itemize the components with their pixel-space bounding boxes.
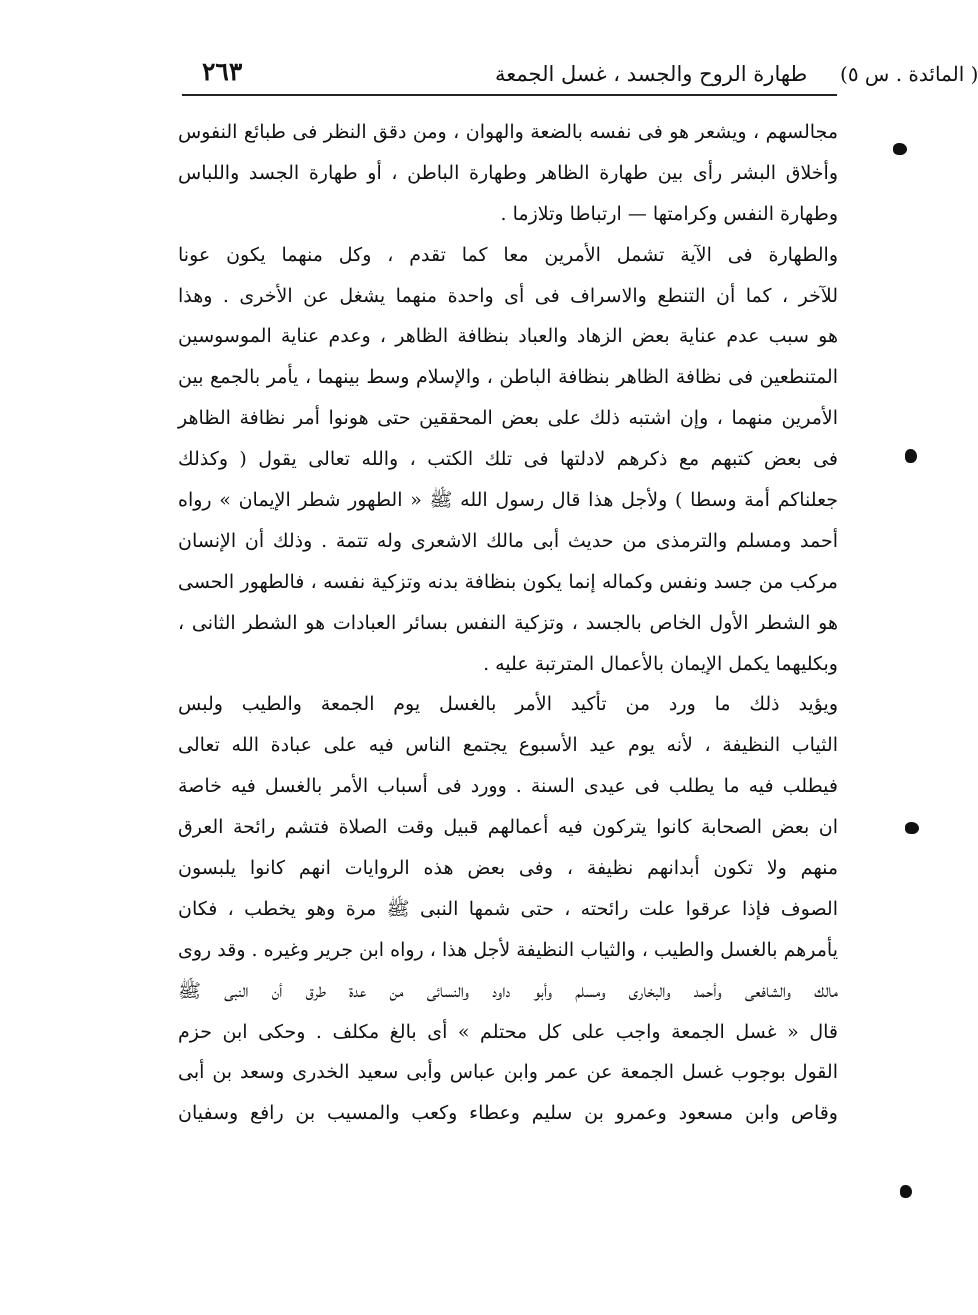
text-line: ويؤيد ذلك ما ورد من تأكيد الأمر بالغسل يوم الجمعة والطيب ولبس [178,693,838,716]
text-line: مالك والشافعى وأحمد والبخارى ومسلم وأبو داود والنسائى من عدة طرق أن النبى ﷺ [178,979,838,1002]
text-line: مركب من جسد ونفس وكماله إنما يكون بنظافة بدنه وتزكية نفسه ، فالطهور الحسى [178,570,838,593]
text-line: الأمرين منهما ، وإن اشتبه ذلك على بعض المحققين حتى هونوا أمر نظافة الظاهر [178,407,838,430]
ink-blot [905,449,917,463]
text-line: وبكليهما يكمل الإيمان بالأعمال المترتبة عليه . [483,652,838,675]
text-line: منهم ولا تكون أبدانهم نظيفة ، وفى بعض هذه الروايات انهم كانوا يلبسون [178,857,838,880]
text-line: الثياب النظيفة ، لأنه يوم عيد الأسبوع يجتمع الناس فيه على عبادة الله تعالى [178,734,838,757]
text-line: يأمرهم بالغسل والطيب ، والثياب النظيفة لأجل هذا ، رواه ابن جرير وغيره . وقد روى [178,938,838,961]
text-line: وقاص وابن مسعود وعمرو بن سليم وعطاء وكعب والمسيب بن رافع وسفيان [178,1102,838,1125]
text-line: هو الشطر الأول الخاص بالجسد ، وتزكية النفس بسائر العبادات هو الشطر الثانى ، [178,611,838,634]
text-line: والطهارة فى الآية تشمل الأمرين معا كما تقدم ، وكل منهما يكون عونا [178,243,838,266]
text-line: جعلناكم أمة وسطا ) ولأجل هذا قال رسول الله ﷺ « الطهور شطر الإيمان » رواه [178,489,838,512]
text-line: وأخلاق البشر رأى بين طهارة الظاهر وطهارة الباطن ، أو طهارة الجسد واللباس [178,161,838,184]
text-line: هو سبب عدم عناية بعض الزهاد والعباد بنظافة الظاهر ، وعدم عناية الموسوسين [178,325,838,348]
text-line: مجالسهم ، ويشعر هو فى نفسه بالضعة والهوان ، ومن دقق النظر فى طبائع النفوس [178,121,838,143]
text-line: ان بعض الصحابة كانوا يتركون فيه أعمالهم قبيل وقت الصلاة فتشم رائحة العرق [178,816,838,839]
text-line: فيطلب فيه ما يطلب فى عيدى السنة . وورد فى أسباب الأمر بالغسل فيه خاصة [178,775,838,798]
surah-reference: ( المائدة . س ٥) [840,62,978,86]
text-line: قال « غسل الجمعة واجب على كل محتلم » أى بالغ مكلف . وحكى ابن حزم [178,1020,838,1043]
chapter-title: طهارة الروح والجسد ، غسل الجمعة [495,62,808,86]
header-rule [182,94,837,96]
text-line: فى بعض كتبهم مع ذكرهم لادلتها فى تلك الكتب ، والله تعالى يقول ( وكذلك [178,448,838,471]
text-line: المتنطعين فى نظافة الظاهر بنظافة الباطن ، والإسلام وسط بينهما ، يأمر بالجمع بين [178,366,838,389]
text-line: وطهارة النفس وكرامتها — ارتباطا وتلازما . [500,202,838,225]
text-line: للآخر ، كما أن التنطع والاسراف فى أى واحدة منهما يشغل عن الأخرى . وهذا [178,284,838,307]
text-line: الصوف فإذا عرقوا علت رائحته ، حتى شمها النبى ﷺ مرة وهو يخطب ، فكان [178,897,838,920]
running-header [182,48,978,94]
ink-blot [900,1185,912,1198]
ink-blot [893,143,907,155]
text-line: أحمد ومسلم والترمذى من حديث أبى مالك الاشعرى وله تتمة . وذلك أن الإنسان [178,529,838,552]
page-number: ٢٦٣ [202,57,243,86]
ink-blot [905,822,919,834]
text-line: القول بوجوب غسل الجمعة عن عمر وابن عباس وأبى سعيد الخدرى وسعد بن أبى [178,1061,838,1084]
body-text [178,112,838,1134]
